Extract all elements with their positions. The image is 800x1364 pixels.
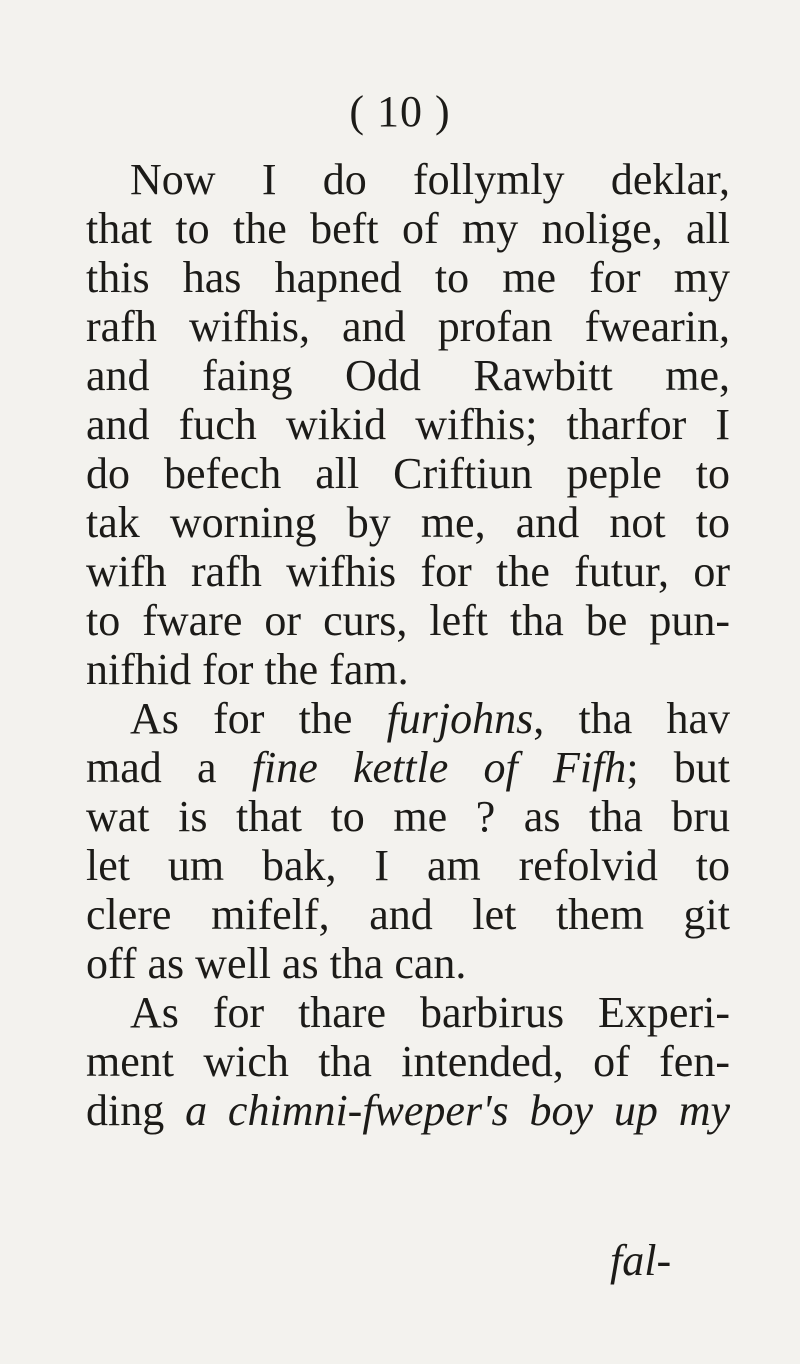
text-segment: ; but (626, 743, 731, 792)
text-line: to fware or curs, left tha be pun- (86, 596, 730, 645)
text-line: and fuch wikid wifhis; tharfor I (86, 400, 730, 449)
text-line (86, 743, 730, 792)
text-line: As for thare barbirus Experi- (130, 988, 730, 1037)
italic-segment: a chimni-fweper's boy up my (185, 1086, 730, 1135)
italic-segment: fine kettle of Fifh (251, 743, 627, 792)
text-line: this has hapned to me for my (86, 253, 730, 302)
text-line: and faing Odd Rawbitt me, (86, 351, 730, 400)
text-line: off as well as tha can. (86, 939, 467, 988)
text-segment: mad a (86, 743, 252, 792)
text-line: nifhid for the fam. (86, 645, 409, 694)
italic-segment: furjohns (386, 694, 534, 743)
text-line: clere mifelf, and let them git (86, 890, 730, 939)
catchword: fal- (610, 1236, 672, 1285)
body-text (86, 155, 730, 1135)
text-line: Now I do follymly deklar, (130, 155, 730, 204)
text-line: ment wich tha intended, of fen- (86, 1037, 730, 1086)
text-segment: ding (86, 1086, 186, 1135)
page-number: ( 10 ) (349, 87, 451, 136)
text-line: wat is that to me ? as tha bru (86, 792, 730, 841)
text-segment: , tha hav (533, 694, 730, 743)
text-line (86, 694, 730, 743)
text-line (86, 1086, 730, 1135)
text-line: that to the beft of my nolige, all (86, 204, 730, 253)
text-line: do befech all Criftiun peple to (86, 449, 730, 498)
text-line: let um bak, I am refolvid to (86, 841, 730, 890)
text-segment: As for the (130, 694, 387, 743)
text-line: tak worning by me, and not to (86, 498, 730, 547)
text-line: wifh rafh wifhis for the futur, or (86, 547, 730, 596)
text-line: rafh wifhis, and profan fwearin, (86, 302, 730, 351)
